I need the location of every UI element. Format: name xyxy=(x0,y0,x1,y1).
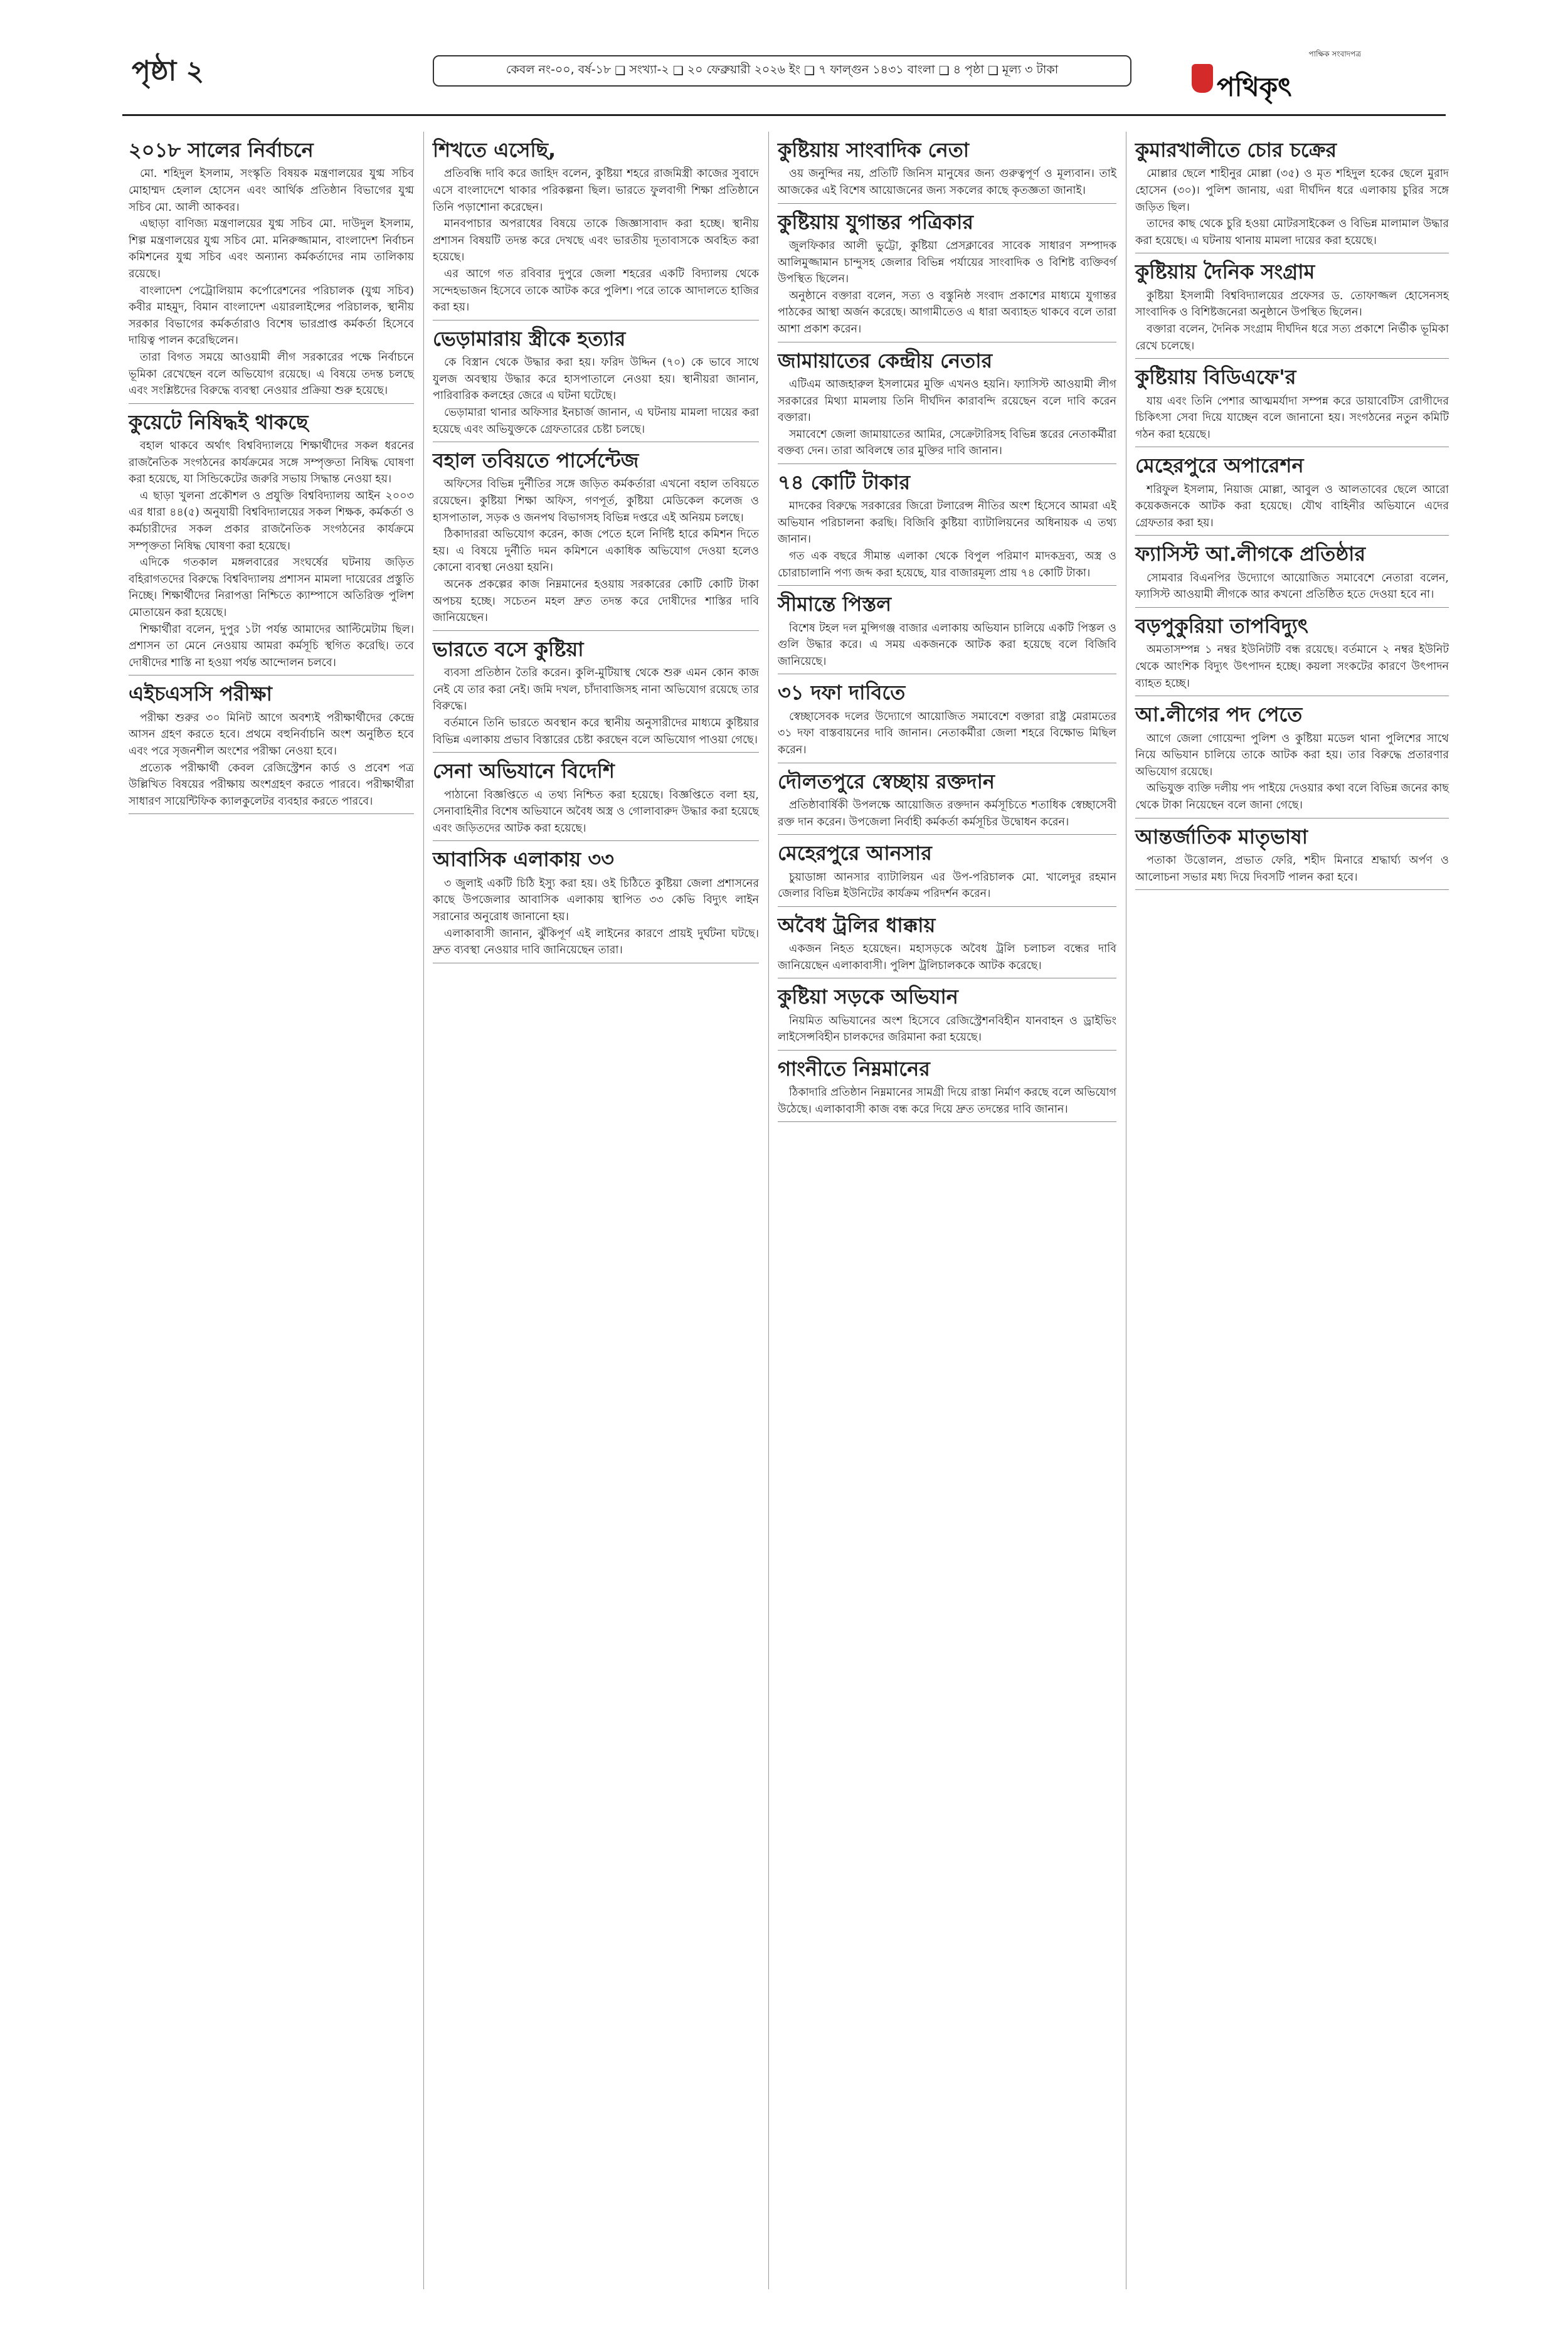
article-paragraph: প্রতিষ্ঠাবার্ষিকী উপলক্ষে আয়োজিত রক্তদান কর্মসূচিতে শতাধিক স্বেচ্ছাসেবী রক্ত দান করেন। উপজেলা নির্বাহী কর্মকর্তা কর্মসূচির উদ্বোধন করেন। xyxy=(778,798,1116,829)
article-headline: বড়পুকুরিয়া তাপবিদ্যুৎ xyxy=(1135,614,1308,638)
column-divider xyxy=(423,132,424,2289)
news-article xyxy=(1135,542,1449,608)
article-headline: ৭৪ কোটি টাকার xyxy=(778,470,911,494)
masthead-title: পথিকৃৎ xyxy=(1217,71,1292,102)
news-article xyxy=(778,770,1116,835)
article-paragraph: স্বেচ্ছাসেবক দলের উদ্যোগে আয়োজিত সমাবেশে বক্তারা রাষ্ট্র মেরামতের ৩১ দফা বাস্তবায়নের দাবি জানান। নেতাকর্মীরা জেলা শহরে বিক্ষোভ মিছিল করেন। xyxy=(778,710,1116,756)
article-headline: ২০১৮ সালের নির্বাচনে xyxy=(129,138,314,162)
article-paragraph: জুলফিকার আলী ভুট্টো, কুষ্টিয়া প্রেসক্লাবের সাবেক সাধারণ সম্পাদক আলিমুজ্জামান চান্দুসহ জেলার বিভিন্ন পর্যায়ের সাংবাদিক ও বিশিষ্ট ব্যক্তিবর্গ উপস্থিত ছিলেন। xyxy=(778,239,1116,286)
article-paragraph: পরীক্ষা শুরুর ৩০ মিনিট আগে অবশ্যই পরীক্ষার্থীদের কেন্দ্রে আসন গ্রহণ করতে হবে। প্রথমে বহুনির্বাচনি অংশ অনুষ্ঠিত হবে এবং পরে সৃজনশীল অংশের পরীক্ষা নেওয়া হবে। xyxy=(129,711,414,758)
issue-number: কেবল নং-০০, বর্ষ-১৮ xyxy=(506,63,612,77)
article-separator xyxy=(1135,535,1449,536)
news-article xyxy=(778,592,1116,674)
article-paragraph: বহাল থাকবে অর্থাৎ বিশ্ববিদ্যালয়ে শিক্ষার্থীদের সকল ধরনের রাজনৈতিক সংগঠনের কার্যক্রমের সঙ্গে সম্পৃক্ততা নিষিদ্ধ ঘোষণা করা হয়েছে, যা সিন্ডিকেটের জরুরি সভায় সিদ্ধান্ত নেওয়া হয়। xyxy=(129,440,414,486)
issue-info-bar: কেবল নং-০০, বর্ষ-১৮ ❑ সংখ্যা-২ ❑ ২০ ফেব্রুয়ারী ২০২৬ ইং ❑ ৭ ফাল্গুন ১৪৩১ বাংলা ❑ ৪ পৃষ্ঠা ❑ মূল্য ৩ টাকা xyxy=(433,55,1131,87)
article-headline: আন্তর্জাতিক মাতৃভাষা xyxy=(1135,824,1308,849)
article-separator xyxy=(778,203,1116,204)
article-paragraph: একজন নিহত হয়েছেন। মহাসড়কে অবৈধ ট্রলি চলাচল বন্ধের দাবি জানিয়েছেন এলাকাবাসী। পুলিশ ট্রলিচালককে আটক করেছে। xyxy=(778,943,1116,972)
article-paragraph: এ ছাড়া খুলনা প্রকৌশল ও প্রযুক্তি বিশ্ববিদ্যালয় আইন ২০০৩ এর ধারা ৪৪(৫) অনুযায়ী বিশ্ববিদ্যালয়ের সকল শিক্ষক, কর্মকর্তা ও কর্মচারীদের সকল প্রকার রাজনৈতিক সংগঠনের কার্যক্রমে সম্পৃক্ততা নিষিদ্ধ ঘোষণা করা হয়েছে। xyxy=(129,489,414,553)
article-headline: কুয়েটে নিষিদ্ধই থাকছে xyxy=(129,410,309,434)
article-paragraph: ঠিকাদারি প্রতিষ্ঠান নিম্নমানের সামগ্রী দিয়ে রাস্তা নির্মাণ করছে বলে অভিযোগ উঠেছে। এলাকাবাসী কাজ বন্ধ করে দিয়ে দ্রুত তদন্তের দাবি জানান। xyxy=(778,1086,1116,1116)
article-headline: মেহেরপুরে অপারেশন xyxy=(1135,453,1304,478)
article-paragraph: মাদকের বিরুদ্ধে সরকারের জিরো টলারেন্স নীতির অংশ হিসেবে আমরা এই অভিযান পরিচালনা করছি। বিজিবি কুষ্টিয়া ব্যাটালিয়নের অধিনায়ক এ তথ্য জানান। xyxy=(778,500,1116,546)
news-article xyxy=(778,985,1116,1051)
article-paragraph: ঠিকাদাররা অভিযোগ করেন, কাজ পেতে হলে নির্দিষ্ট হারে কমিশন দিতে হয়। এ বিষয়ে দুর্নীতি দমন কমিশনে একাধিক অভিযোগ দেওয়া হলেও কোনো ব্যবস্থা নেওয়া হয়নি। xyxy=(433,528,759,575)
article-paragraph: বিশেষ টহল দল মুন্সিগঞ্জ বাজার এলাকায় অভিযান চালিয়ে একটি পিস্তল ও গুলি উদ্ধার করে। এ সময় একজনকে আটক করা হয়েছে বলে বিজিবি জানিয়েছে। xyxy=(778,622,1116,668)
article-paragraph: মোল্লার ছেলে শাহীনুর মোল্লা (৩৫) ও মৃত শহিদুল হকের ছেলে মুরাদ হোসেন (৩০)। পুলিশ জানায়, এরা দীর্ঘদিন ধরে এলাকায় চুরির সঙ্গে জড়িত ছিল। xyxy=(1135,167,1449,214)
article-headline: কুমারখালীতে চোর চক্রের xyxy=(1135,138,1337,162)
article-paragraph: প্রতিবন্ধি দাবি করে জাহিদ বলেন, কুষ্টিয়া শহরে রাজমিস্ত্রী কাজের সুবাদে এসে বাংলাদেশে থাকার পরিকল্পনা ছিল। ভারতে ফুলবাগী শিক্ষা প্রতিষ্ঠানে তিনি পড়াশোনা করেছেন। xyxy=(433,167,759,214)
article-headline: অবৈধ ট্রলির ধাক্কায় xyxy=(778,913,936,937)
article-headline: দৌলতপুরে স্বেচ্ছায় রক্তদান xyxy=(778,769,995,793)
news-article xyxy=(778,841,1116,907)
news-article xyxy=(433,327,759,442)
news-article xyxy=(433,448,759,631)
article-paragraph: চুয়াডাঙ্গা আনসার ব্যাটালিয়ন এর উপ-পরিচালক মো. খালেদুর রহমান জেলার বিভিন্ন ইউনিটের কার্যক্রম পরিদর্শন করেন। xyxy=(778,871,1116,901)
article-paragraph: বর্তমানে তিনি ভারতে অবস্থান করে স্থানীয় অনুসারীদের মাধ্যমে কুষ্টিয়ার বিভিন্ন এলাকায় প্রভাব বিস্তারের চেষ্টা করছেন বলে অভিযোগ পাওয়া গেছে। xyxy=(433,717,759,746)
article-paragraph: সমাবেশে জেলা জামায়াতের আমির, সেক্রেটারিসহ বিভিন্ন স্তরের নেতাকর্মীরা বক্তব্য দেন। তারা অবিলম্বে তার মুক্তির দাবি জানান। xyxy=(778,428,1116,458)
news-article xyxy=(1135,453,1449,536)
news-article xyxy=(1135,365,1449,447)
article-paragraph: এলাকাবাসী জানান, ঝুঁকিপূর্ণ এই লাইনের কারণে প্রায়ই দুর্ঘটনা ঘটছে। দ্রুত ব্যবস্থা নেওয়ার দাবি জানিয়েছেন তারা। xyxy=(433,927,759,957)
news-article xyxy=(1135,825,1449,891)
article-headline: আবাসিক এলাকায় ৩৩ xyxy=(433,847,614,872)
article-headline: মেহেরপুরে আনসার xyxy=(778,841,932,866)
article-separator xyxy=(1135,607,1449,608)
article-separator xyxy=(129,403,414,404)
article-paragraph: ব্যবসা প্রতিষ্ঠান তৈরি করেন। কুলি-মুটিয়াস্থ থেকে শুরু এমন কোন কাজ নেই যে তার করা নেই। জমি দখল, চাঁদাবাজিসহ নানা অভিযোগ রয়েছে তার বিরুদ্ধে। xyxy=(433,667,759,713)
news-article xyxy=(129,682,414,814)
column-1 xyxy=(129,132,414,820)
masthead-tagline: পাক্ষিক সংবাদপত্র xyxy=(1308,50,1361,58)
news-article xyxy=(778,681,1116,763)
article-paragraph: তাদের কাছ থেকে চুরি হওয়া মোটরসাইকেল ও বিভিন্ন মালামাল উদ্ধার করা হয়েছে। এ ঘটনায় থানায় মামলা দায়ের করা হয়েছে। xyxy=(1135,218,1449,247)
article-paragraph: এদিকে গতকাল মঙ্গলবারের সংঘর্ষের ঘটনায় জড়িত বহিরাগতদের বিরুদ্ধে বিশ্ববিদ্যালয় প্রশাসন মামলা দায়েরের প্রস্তুতি নিচ্ছে। শিক্ষার্থীদের নিরাপত্তা নিশ্চিতে ক্যাম্পাসে অতিরিক্ত পুলিশ মোতায়েন করা হয়েছে। xyxy=(129,556,414,620)
article-paragraph: প্রত্যেক পরীক্ষার্থী কেবল রেজিস্ট্রেশন কার্ড ও প্রবেশ পত্র উল্লিখিত বিষয়ের পরীক্ষায় অংশগ্রহণ করতে পারবে। পরীক্ষার্থীরা সাধারণ সায়েন্টিফিক ক্যালকুলেটর ব্যবহার করতে পারবে। xyxy=(129,761,414,808)
news-article xyxy=(433,847,759,963)
news-article xyxy=(1135,702,1449,818)
news-article xyxy=(129,138,414,404)
article-separator xyxy=(778,906,1116,907)
column-2 xyxy=(433,132,759,970)
masthead-logo-icon xyxy=(1192,64,1213,93)
issue-price: মূল্য ৩ টাকা xyxy=(1002,63,1059,77)
article-headline: কুষ্টিয়ায় বিডিএফে'র xyxy=(1135,365,1296,389)
article-paragraph: এর আগে গত রবিবার দুপুরে জেলা শহরের একটি বিদ্যালয় থেকে সন্দেহভাজন হিসেবে তাকে আটক করে পুলিশ। পরে তাকে আদালতে হাজির করা হয়। xyxy=(433,267,759,314)
news-article xyxy=(778,349,1116,464)
article-paragraph: অনেক প্রকল্পের কাজ নিম্নমানের হওয়ায় সরকারের কোটি কোটি টাকা অপচয় হচ্ছে। সচেতন মহল দ্রুত তদন্ত করে দোষীদের শাস্তির দাবি জানিয়েছেন। xyxy=(433,578,759,625)
article-paragraph: অমতাসম্পন্ন ১ নম্বর ইউনিটটি বন্ধ রয়েছে। বর্তমানে ২ নম্বর ইউনিট থেকে আংশিক বিদ্যুৎ উৎপাদন হচ্ছে। কয়লা সংকটের কারণে উৎপাদন ব্যাহত হচ্ছে। xyxy=(1135,643,1449,690)
article-headline: ৩১ দফা দাবিতে xyxy=(778,681,906,705)
article-headline: ভারতে বসে কুষ্টিয়া xyxy=(433,637,584,661)
article-paragraph: শিক্ষার্থীরা বলেন, দুপুর ১টা পর্যন্ত আমাদের আল্টিমেটাম ছিল। প্রশাসন তা মেনে নেওয়ায় আমরা কর্মসূচি স্থগিত করেছি। তবে দোষীদের শাস্তি না হওয়া পর্যন্ত আন্দোলন চলবে। xyxy=(129,623,414,669)
article-paragraph: যায় এবং তিনি পেশার আত্মমর্যাদা সম্পন্ন করে ডায়াবেটিস রোগীদের চিকিৎসা সেবা দিয়ে যাচ্ছেন বলে জানানো হয়। সংগঠনের নতুন কমিটি গঠন করা হয়েছে। xyxy=(1135,395,1449,441)
article-separator xyxy=(433,630,759,631)
article-separator xyxy=(778,585,1116,586)
article-paragraph: গত এক বছরে সীমান্ত এলাকা থেকে বিপুল পরিমাণ মাদকদ্রব্য, অস্ত্র ও চোরাচালানি পণ্য জব্দ করা হয়েছে, যার বাজারমূল্য প্রায় ৭৪ কোটি টাকা। xyxy=(778,550,1116,580)
news-article xyxy=(1135,260,1449,359)
article-paragraph: বাংলাদেশ পেট্রোলিয়াম কর্পোরেশনের পরিচালক (যুগ্ম সচিব) কবীর মাহমুদ, বিমান বাংলাদেশ এয়ারলাইন্সের পরিচালক, স্থানীয় সরকার বিভাগের কর্মকর্তারাও বিশেষ ভারপ্রাপ্ত কর্মকর্তা হিসেবে দায়িত্ব পালন করেছিলেন। xyxy=(129,284,414,347)
article-headline: সেনা অভিযানে বিদেশি xyxy=(433,759,615,783)
article-paragraph: সোমবার বিএনপির উদ্যোগে আয়োজিত সমাবেশে নেতারা বলেন, ফ্যাসিস্ট আওয়ামী লীগকে আর কখনো প্রতিষ্ঠিত হতে দেওয়া হবে না। xyxy=(1135,571,1449,601)
news-article xyxy=(778,470,1116,586)
issue-count: সংখ্যা-২ xyxy=(629,63,669,77)
article-headline: ফ্যাসিস্ট আ.লীগকে প্রতিষ্ঠার xyxy=(1135,542,1366,566)
news-article xyxy=(433,637,759,753)
article-separator xyxy=(433,752,759,753)
article-headline: কুষ্টিয়ায় দৈনিক সংগ্রাম xyxy=(1135,260,1315,284)
article-paragraph: মো. শহিদুল ইসলাম, সংস্কৃতি বিষয়ক মন্ত্রণালয়ের যুগ্ম সচিব মোহাম্মদ হেলাল হোসেন এবং আর্থিক প্রতিষ্ঠান বিভাগের যুগ্ম সচিব মো. আলী আকবর। xyxy=(129,167,414,214)
article-headline: বহাল তবিয়তে পার্সেন্টেজ xyxy=(433,448,639,473)
news-article xyxy=(1135,138,1449,253)
column-3 xyxy=(778,132,1116,1128)
article-paragraph: ভেড়ামারা থানার অফিসার ইনচার্জ জানান, এ ঘটনায় মামলা দায়ের করা হয়েছে এবং অভিযুক্তকে গ্রেফতারের চেষ্টা চলছে। xyxy=(433,406,759,436)
news-article xyxy=(1135,614,1449,696)
article-separator xyxy=(1135,889,1449,890)
news-article xyxy=(778,1057,1116,1123)
article-separator xyxy=(433,840,759,841)
article-paragraph: শরিফুল ইসলাম, নিয়াজ মোল্লা, আবুল ও আলতাবের ছেলে আরো কয়েকজনকে আটক করা হয়েছে। যৌথ বাহিনীর অভিযানে এদের গ্রেফতার করা হয়। xyxy=(1135,483,1449,529)
article-separator xyxy=(129,813,414,814)
article-headline: আ.লীগের পদ পেতে xyxy=(1135,702,1303,727)
header-rule xyxy=(122,114,1446,116)
article-headline: সীমান্তে পিস্তল xyxy=(778,592,892,617)
masthead xyxy=(1192,45,1367,102)
article-paragraph: অভিযুক্ত ব্যক্তি দলীয় পদ পাইয়ে দেওয়ার কথা বলে বিভিন্ন জনের কাছ থেকে টাকা নিয়েছেন বলে জানা গেছে। xyxy=(1135,782,1449,812)
news-article xyxy=(129,410,414,676)
article-paragraph: কুষ্টিয়া ইসলামী বিশ্ববিদ্যালয়ের প্রফেসর ড. তোফাজ্জল হোসেনসহ সাংবাদিক ও বিশিষ্টজনেরা অনুষ্ঠানে উপস্থিত ছিলেন। xyxy=(1135,289,1449,319)
article-paragraph: বক্তারা বলেন, দৈনিক সংগ্রাম দীর্ঘদিন ধরে সত্য প্রকাশে নির্ভীক ভূমিকা রেখে চলেছে। xyxy=(1135,322,1449,352)
article-paragraph: পাঠানো বিজ্ঞপ্তিতে এ তথ্য নিশ্চিত করা হয়েছে। বিজ্ঞপ্তিতে বলা হয়, সেনাবাহিনীর বিশেষ অভিযানে অবৈধ অস্ত্র ও গোলাবারুদ উদ্ধার করা হয়েছে এবং জড়িতদের আটক করা হয়েছে। xyxy=(433,788,759,835)
article-headline: কুষ্টিয়ায় যুগান্তর পত্রিকার xyxy=(778,209,973,234)
article-paragraph: আগে জেলা গোয়েন্দা পুলিশ ও কুষ্টিয়া মডেল থানা পুলিশের সাথে নিয়ে অভিযান চালিয়ে তাকে আটক করা হয়। তার বিরুদ্ধে প্রতারণার অভিযোগ রয়েছে। xyxy=(1135,732,1449,778)
article-paragraph: মানবপাচার অপরাধের বিষয়ে তাকে জিজ্ঞাসাবাদ করা হচ্ছে। স্থানীয় প্রশাসন বিষয়টি তদন্ত করে দেখছে এবং ভারতীয় দূতাবাসকে অবহিত করা হয়েছে। xyxy=(433,218,759,264)
news-article xyxy=(778,210,1116,342)
news-article xyxy=(433,759,759,841)
article-paragraph: ৩ জুলাই একটি চিঠি ইস্যু করা হয়। ওই চিঠিতে কুষ্টিয়া জেলা প্রশাসনের কাছে উপজেলার আবাসিক এলাকায় স্থাপিত ৩৩ কেভি বিদ্যুৎ লাইন সরানোর অনুরোধ জানানো হয়। xyxy=(433,877,759,923)
article-headline: জামায়াতের কেন্দ্রীয় নেতার xyxy=(778,348,993,373)
article-headline: কুষ্টিয়ায় সাংবাদিক নেতা xyxy=(778,138,969,162)
issue-date-bangla: ৭ ফাল্গুন ১৪৩১ বাংলা xyxy=(818,63,935,77)
article-paragraph: নিয়মিত অভিযানের অংশ হিসেবে রেজিস্ট্রেশনবিহীন যানবাহন ও ড্রাইভিং লাইসেন্সবিহীন চালকদের জরিমানা করা হয়েছে। xyxy=(778,1014,1116,1044)
news-article xyxy=(433,138,759,320)
article-separator xyxy=(778,1121,1116,1122)
issue-date-english: ২০ ফেব্রুয়ারী ২০২৬ ইং xyxy=(687,63,801,77)
article-headline: কুষ্টিয়া সড়কে অভিযান xyxy=(778,985,958,1009)
article-headline: এইচএসসি পরীক্ষা xyxy=(129,682,272,706)
article-paragraph: ওয় জনুন্দির নয়, প্রতিটি জিনিস মানুষের জন্য গুরুত্বপূর্ণ ও মূল্যবান। তাই আজকের এই বিশেষ আয়োজনের জন্য সকলের কাছে কৃতজ্ঞতা জানাই। xyxy=(778,167,1116,197)
column-divider xyxy=(768,132,769,2289)
article-headline: গাংনীতে নিম্নমানের xyxy=(778,1056,930,1081)
article-paragraph: এটিএম আজহারুল ইসলামের মুক্তি এখনও হয়নি। ফ্যাসিস্ট আওয়ামী লীগ সরকারের মিথ্যা মামলায় তিনি দীর্ঘদিন কারাবন্দি রয়েছেন বলে দাবি করেন বক্তারা। xyxy=(778,378,1116,425)
article-paragraph: পতাকা উত্তোলন, প্রভাত ফেরি, শহীদ মিনারে শ্রদ্ধার্ঘ্য অর্পণ ও আলোচনা সভার মধ্য দিয়ে দিবসটি পালন করা হবে। xyxy=(1135,854,1449,884)
column-4 xyxy=(1135,132,1449,896)
article-separator xyxy=(778,1050,1116,1051)
article-paragraph: কে বিস্ত্রান থেকে উদ্ধার করা হয়। ফরিদ উদ্দিন (৭০) কে ভাবে সাথে যুলজ অবস্থায় উদ্ধার করে হাসপাতালে নেওয়া হয়। স্থানীয়রা জানান, পারিবারিক কলহের জেরে এ ঘটনা ঘটেছে। xyxy=(433,356,759,403)
article-paragraph: অফিসের বিভিন্ন দুর্নীতির সঙ্গে জড়িত কর্মকর্তারা এখনো বহাল তবিয়তে রয়েছেন। কুষ্টিয়া শিক্ষা অফিস, গণপূর্ত, কুষ্টিয়া মেডিকেল কলেজ ও হাসপাতাল, সড়ক ও জনপথ বিভাগসহ বিভিন্ন দপ্তরে এই অনিয়ম চলছে। xyxy=(433,478,759,524)
page-number: পৃষ্ঠা ২ xyxy=(132,55,204,87)
article-paragraph: এছাড়া বাণিজ্য মন্ত্রণালয়ের যুগ্ম সচিব মো. দাউদুল ইসলাম, শিল্প মন্ত্রণালয়ের যুগ্ম সচিব মো. মনিরুজ্জামান, বাংলাদেশ নির্বাচন কমিশনের যুগ্ম সচিব এবং অন্যান্য কর্মকর্তাদের নাম তালিকায় রয়েছে। xyxy=(129,218,414,280)
article-separator xyxy=(778,463,1116,464)
article-headline: ভেড়ামারায় স্ত্রীকে হত্যার xyxy=(433,326,626,351)
article-headline: শিখতে এসেছি, xyxy=(433,138,556,162)
news-article xyxy=(778,913,1116,979)
news-article xyxy=(778,138,1116,204)
article-separator xyxy=(778,834,1116,835)
article-paragraph: অনুষ্ঠানে বক্তারা বলেন, সত্য ও বস্তুনিষ্ঠ সংবাদ প্রকাশের মাধ্যমে যুগান্তর পাঠকের আস্থা অর্জন করেছে। আগামীতেও এ ধারা অব্যাহত থাকবে বলে তারা আশা প্রকাশ করেন। xyxy=(778,289,1116,336)
article-paragraph: তারা বিগত সময়ে আওয়ামী লীগ সরকারের পক্ষে নির্বাচনে ভূমিকা রেখেছেন বলে অভিযোগ রয়েছে। এ বিষয়ে তদন্ত চলছে এবং সংশ্লিষ্টদের বিরুদ্ধে ব্যবস্থা নেওয়ার প্রক্রিয়া শুরু হয়েছে। xyxy=(129,351,414,398)
article-separator xyxy=(1135,358,1449,359)
issue-pages: ৪ পৃষ্ঠা xyxy=(953,63,984,77)
